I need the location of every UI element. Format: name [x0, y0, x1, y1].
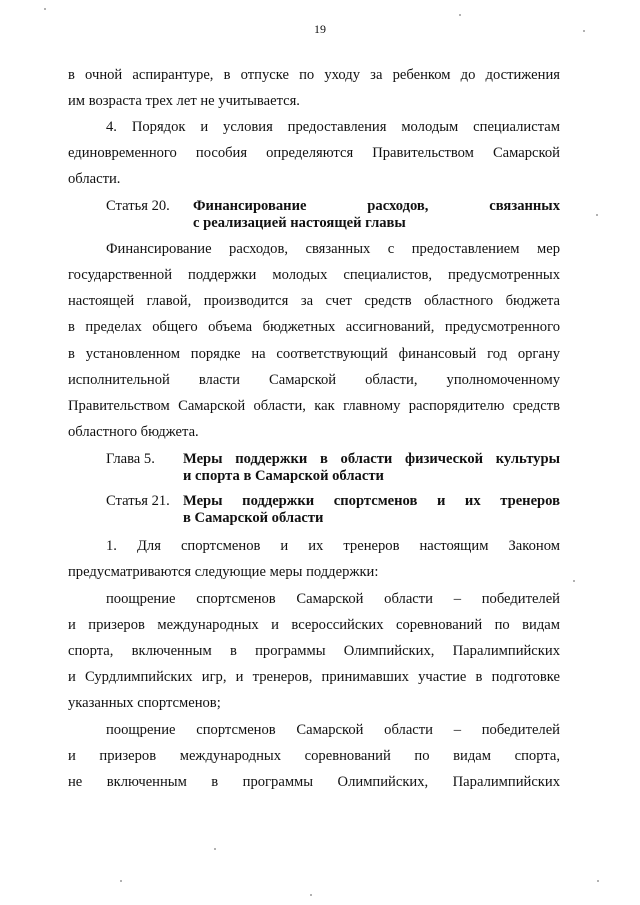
- text-line: исполнительной власти Самарской области, уполномоченному: [68, 372, 560, 388]
- text-line: Финансирование расходов, связанных с предоставлением мер: [106, 241, 560, 257]
- article-label: Статья 21.: [106, 493, 170, 509]
- scan-speck: [120, 880, 122, 882]
- text-line: 1. Для спортсменов и их тренеров настоящим Законом: [106, 538, 560, 554]
- text-line: в установленном порядке на соответствующий финансовый год органу: [68, 346, 560, 362]
- text-line: и призеров международных соревнований по видам спорта,: [68, 748, 560, 764]
- scan-speck: [214, 848, 216, 850]
- text-line: спорта, включенным в программы Олимпийских, Паралимпийских: [68, 643, 560, 659]
- scan-speck: [596, 214, 598, 216]
- article-title: Меры поддержки спортсменов и их тренеров: [183, 493, 560, 509]
- text-line: и Сурдлимпийских игр, и тренеров, принимавших участие в подготовке: [68, 669, 560, 685]
- chapter-title: Меры поддержки в области физической культуры: [183, 451, 560, 467]
- scan-speck: [597, 880, 599, 882]
- text-line: и призеров международных и всероссийских соревнований по видам: [68, 617, 560, 633]
- text-line: не включенным в программы Олимпийских, Паралимпийских: [68, 774, 560, 790]
- scan-speck: [44, 8, 46, 10]
- text-line: 4. Порядок и условия предоставления молодым специалистам: [106, 119, 560, 135]
- text-line: единовременного пособия определяются Правительством Самарской: [68, 145, 560, 161]
- text-line: поощрение спортсменов Самарской области – победителей: [106, 722, 560, 738]
- page-number: 19: [314, 22, 326, 36]
- text-line: Правительством Самарской области, как главному распорядителю средств: [68, 398, 560, 414]
- scan-speck: [459, 14, 461, 16]
- text-line: областного бюджета.: [68, 424, 199, 440]
- scan-speck: [583, 30, 585, 32]
- text-line: в очной аспирантуре, в отпуске по уходу за ребенком до достижения: [68, 67, 560, 83]
- scan-speck: [573, 580, 575, 582]
- scan-speck: [310, 894, 312, 896]
- text-line: указанных спортсменов;: [68, 695, 221, 711]
- text-line: поощрение спортсменов Самарской области – победителей: [106, 591, 560, 607]
- article-title: Финансирование расходов, связанных: [193, 198, 560, 214]
- article-title: в Самарской области: [183, 510, 324, 526]
- text-line: области.: [68, 171, 121, 187]
- text-line: предусматриваются следующие меры поддержки:: [68, 564, 379, 580]
- chapter-title: и спорта в Самарской области: [183, 468, 384, 484]
- text-line: им возраста трех лет не учитывается.: [68, 93, 300, 109]
- article-label: Статья 20.: [106, 198, 170, 214]
- text-line: настоящей главой, производится за счет средств областного бюджета: [68, 293, 560, 309]
- article-title: с реализацией настоящей главы: [193, 215, 406, 231]
- text-line: в пределах общего объема бюджетных ассигнований, предусмотренного: [68, 319, 560, 335]
- chapter-label: Глава 5.: [106, 451, 155, 467]
- text-line: государственной поддержки молодых специалистов, предусмотренных: [68, 267, 560, 283]
